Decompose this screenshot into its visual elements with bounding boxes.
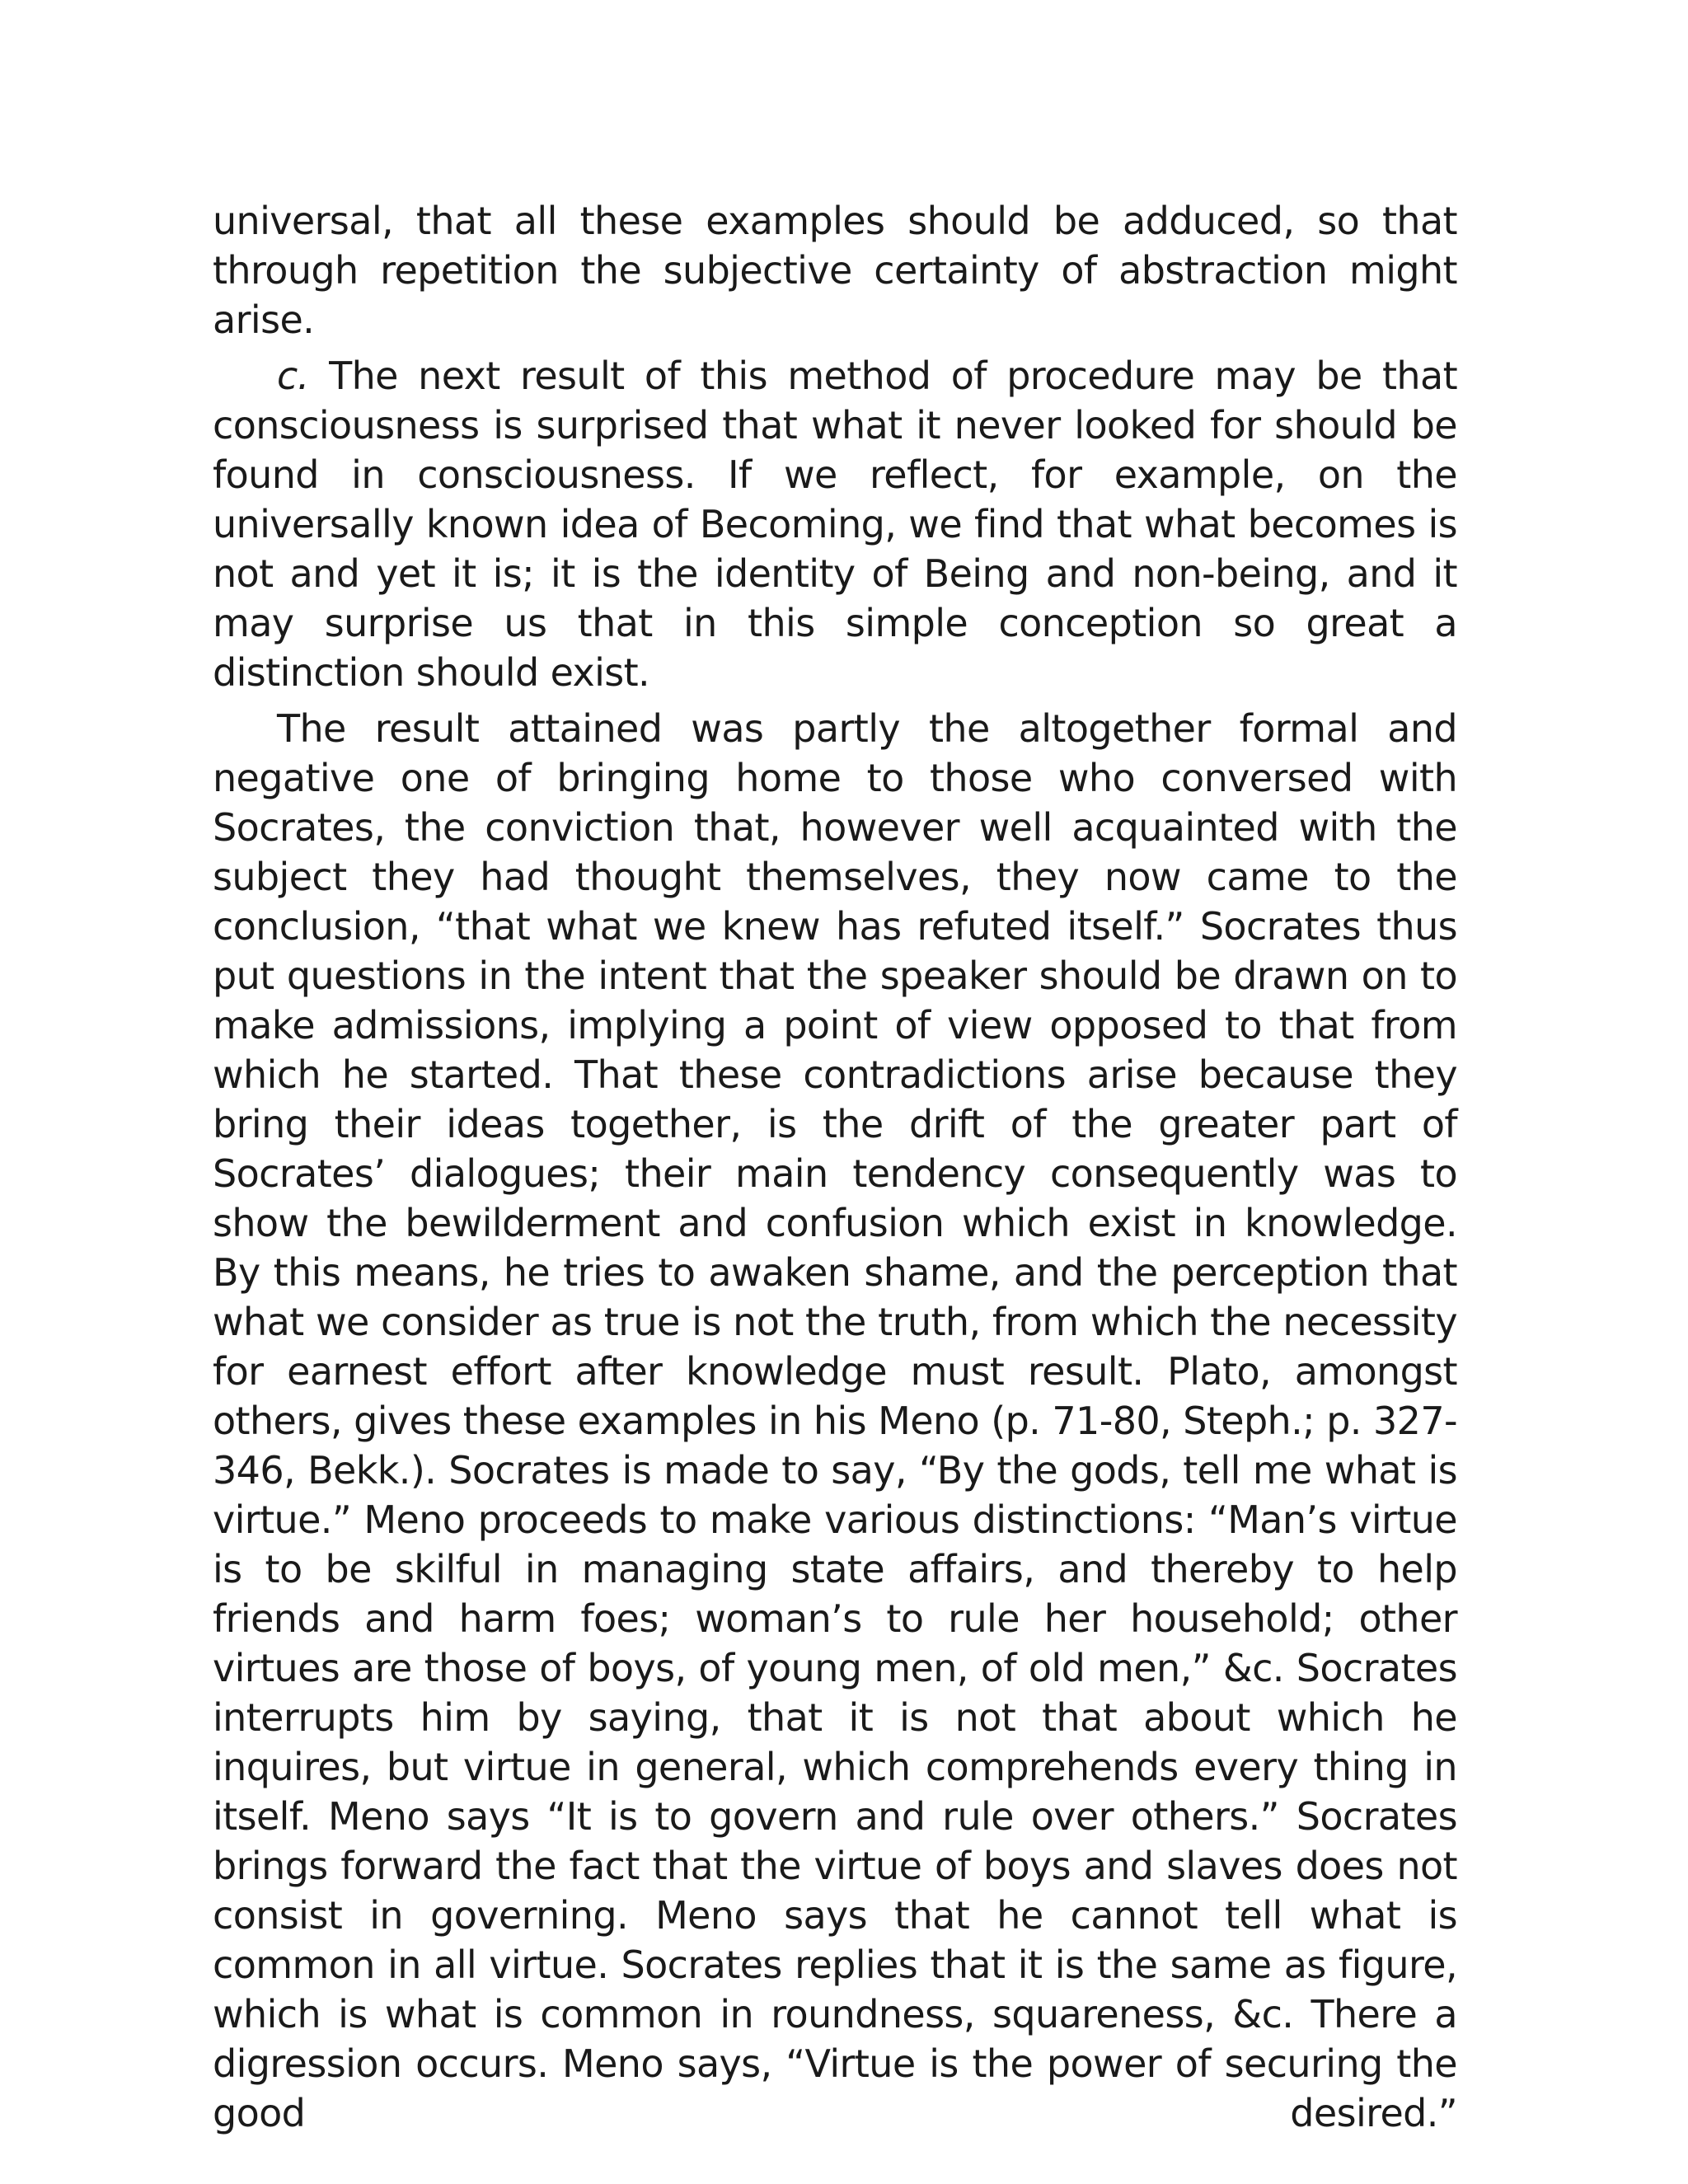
paragraph-2-text: The next result of this method of procedure may be that consciousness is surprised that what it never looked for should be found in consciousness. If we reflect, for example, on the universally known idea of Becoming, we find that what becomes is not and yet it is; it is the identity of Being and non-being, and it may surprise us that in this simple conception so great a distinction should exist. <box>213 354 1457 695</box>
paragraph-2-marker: c. <box>277 354 309 398</box>
document-page <box>213 196 1457 2138</box>
paragraph-1-text: universal, that all these examples should be adduced, so that through repetition the subjective certainty of abstraction might arise. <box>213 199 1457 342</box>
paragraph-1 <box>213 196 1457 344</box>
paragraph-3-text: The result attained was partly the altogether formal and negative one of bringing home to those who conversed with Socrates, the conviction that, however well acquainted with the subject they had thought themselves, they now came to the conclusion, “that what we knew has refuted itself.” Socrates thus put questions in the intent that the speaker should be drawn on to make admissions, implying a point of view opposed to that from which he started. That these contradictions arise because they bring their ideas together, is the drift of the greater part of Socrates’ dialogues; their main tendency consequently was to show the bewilderment and confusion which exist in knowledge. By this means, he tries to awaken shame, and the perception that what we consider as true is not the truth, from which the necessity for earnest effort after knowledge must result. Plato, amongst others, gives these examples in his Meno (p. 71-80, Steph.; p. 327-346, Bekk.). Socrates is made to say, “By the gods, tell me what is virtue.” Meno proceeds to make various distinctions: “Man’s virtue is to be skilful in managing state affairs, and thereby to help friends and harm foes; woman’s to rule her household; other virtues are those of boys, of young men, of old men,” &c. Socrates interrupts him by saying, that it is not that about which he inquires, but virtue in general, which comprehends every thing in itself. Meno says “It is to govern and rule over others.” Socrates brings forward the fact that the virtue of boys and slaves does not consist in governing. Meno says that he cannot tell what is common in all virtue. Socrates replies that it is the same as figure, which is what is common in roundness, squareness, &c. There a digression occurs. Meno says, “Virtue is the power of securing the good desired.” <box>213 706 1457 2135</box>
paragraph-2 <box>213 351 1457 697</box>
paragraph-3 <box>213 704 1457 2138</box>
